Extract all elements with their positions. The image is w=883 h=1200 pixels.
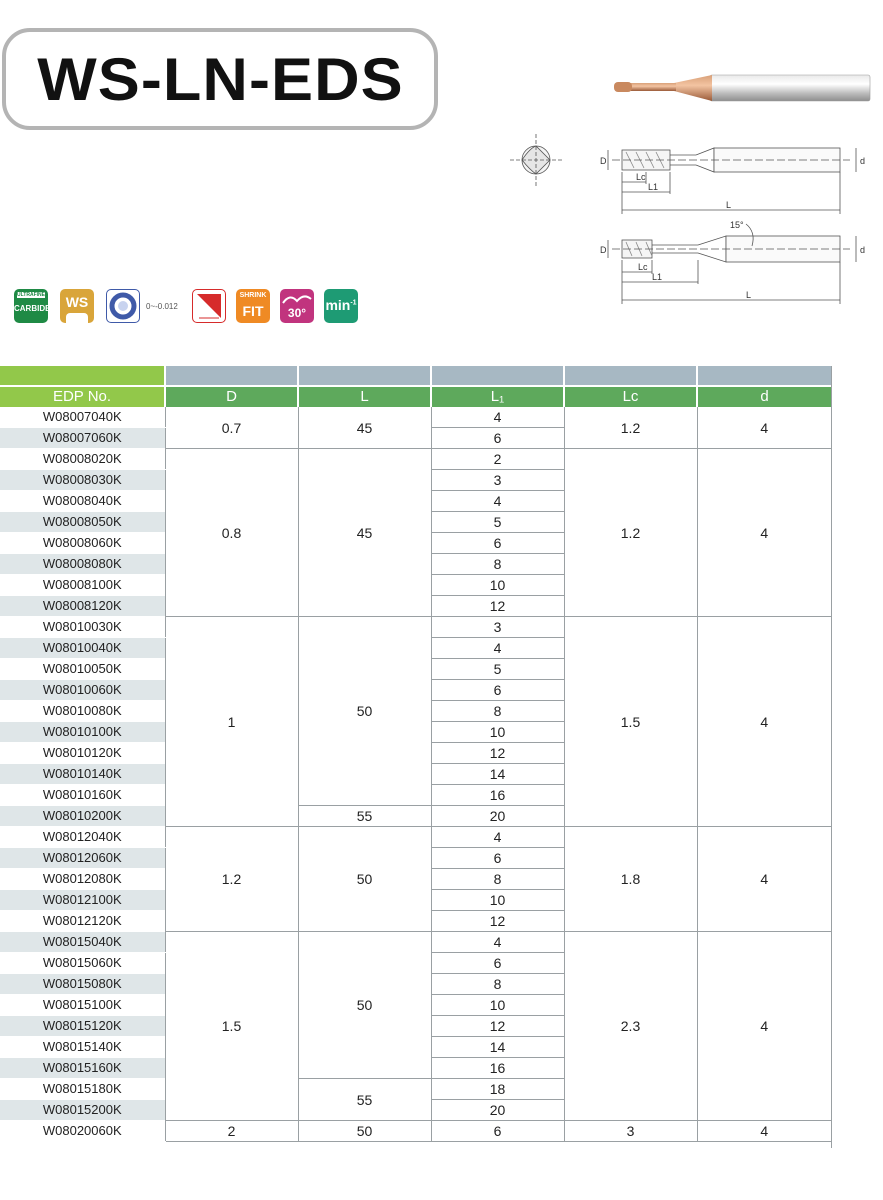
header-row bbox=[0, 386, 831, 407]
dim-L-2: L bbox=[746, 290, 752, 300]
col-header-Lc: Lc bbox=[564, 386, 697, 407]
edp-cell: W08012040K bbox=[0, 827, 165, 848]
edp-cell: W08015100K bbox=[0, 995, 165, 1016]
l1-cell: 8 bbox=[431, 974, 564, 995]
l1-cell: 6 bbox=[431, 680, 564, 701]
dim-Lc-1: Lc bbox=[636, 172, 646, 182]
edp-cell: W08015060K bbox=[0, 953, 165, 974]
edp-cell: W08008120K bbox=[0, 596, 165, 617]
l1-cell: 12 bbox=[431, 596, 564, 617]
edp-cell: W08020060K bbox=[0, 1121, 165, 1142]
edp-cell: W08008060K bbox=[0, 533, 165, 554]
lc-cell: 1.5 bbox=[564, 617, 697, 827]
l1-cell: 8 bbox=[431, 701, 564, 722]
dim-L-1: L bbox=[726, 200, 732, 210]
l1-cell: 5 bbox=[431, 512, 564, 533]
table-row bbox=[0, 827, 831, 848]
col-header-d: d bbox=[697, 386, 831, 407]
l-cell: 50 bbox=[298, 932, 431, 1079]
dim-D-1: D bbox=[600, 156, 607, 166]
dim-L1-1: L1 bbox=[648, 182, 659, 192]
l1-cell: 12 bbox=[431, 743, 564, 764]
d-cell: 4 bbox=[697, 1121, 831, 1142]
edp-cell: W08010060K bbox=[0, 680, 165, 701]
l1-cell: 3 bbox=[431, 470, 564, 491]
table-row bbox=[0, 407, 831, 428]
edp-cell: W08012100K bbox=[0, 890, 165, 911]
edp-cell: W08008100K bbox=[0, 575, 165, 596]
l1-cell: 16 bbox=[431, 1058, 564, 1079]
tolerance-label: 0~-0.012 bbox=[146, 302, 178, 311]
lc-cell: 1.8 bbox=[564, 827, 697, 932]
d-cell: 4 bbox=[697, 407, 831, 449]
col-header-D: D bbox=[165, 386, 298, 407]
l-cell: 50 bbox=[298, 827, 431, 932]
lc-cell: 3 bbox=[564, 1121, 697, 1142]
edp-cell: W08010200K bbox=[0, 806, 165, 827]
col-header-L1: L₁ bbox=[431, 386, 564, 407]
d-cell: 4 bbox=[697, 827, 831, 932]
edp-cell: W08008080K bbox=[0, 554, 165, 575]
table-row bbox=[0, 1121, 831, 1142]
edp-cell: W08010040K bbox=[0, 638, 165, 659]
table-row bbox=[0, 449, 831, 470]
edp-cell: W08015120K bbox=[0, 1016, 165, 1037]
lc-cell: 1.2 bbox=[564, 449, 697, 617]
page-title: WS-LN-EDS bbox=[36, 45, 404, 113]
l1-cell: 4 bbox=[431, 932, 564, 953]
l-cell: 50 bbox=[298, 617, 431, 806]
l1-cell: 6 bbox=[431, 848, 564, 869]
table-row bbox=[0, 932, 831, 953]
l-cell: 50 bbox=[298, 1121, 431, 1142]
edp-cell: W08012120K bbox=[0, 911, 165, 932]
edp-cell: W08015040K bbox=[0, 932, 165, 953]
dim-angle: 15° bbox=[730, 220, 744, 230]
table-body bbox=[0, 407, 831, 1142]
l1-cell: 14 bbox=[431, 1037, 564, 1058]
edp-cell: W08015180K bbox=[0, 1079, 165, 1100]
d-cell: 2 bbox=[165, 1121, 298, 1142]
l-cell: 45 bbox=[298, 449, 431, 617]
spec-table bbox=[0, 366, 831, 1142]
l1-cell: 4 bbox=[431, 827, 564, 848]
col-header-edp: EDP No. bbox=[0, 386, 165, 407]
l1-cell: 6 bbox=[431, 953, 564, 974]
l1-cell: 2 bbox=[431, 449, 564, 470]
lc-cell: 1.2 bbox=[564, 407, 697, 449]
table-right-rule bbox=[831, 366, 832, 1148]
table-row bbox=[0, 617, 831, 638]
lc-cell: 2.3 bbox=[564, 932, 697, 1121]
edp-cell: W08010160K bbox=[0, 785, 165, 806]
edp-cell: W08010080K bbox=[0, 701, 165, 722]
corner-edge-icon bbox=[192, 289, 226, 323]
title-box bbox=[2, 28, 438, 130]
l1-cell: 18 bbox=[431, 1079, 564, 1100]
rpm-icon: $\min^{-1}$ bbox=[324, 289, 358, 323]
d-cell: 0.7 bbox=[165, 407, 298, 449]
edp-cell: W08007040K bbox=[0, 407, 165, 428]
edp-cell: W08015140K bbox=[0, 1037, 165, 1058]
l1-cell: 20 bbox=[431, 806, 564, 827]
shrink-fit-icon: SHRINK FIT bbox=[236, 289, 270, 323]
d-cell: 0.8 bbox=[165, 449, 298, 617]
l1-cell: 10 bbox=[431, 575, 564, 596]
d-cell: 4 bbox=[697, 449, 831, 617]
edp-cell: W08008030K bbox=[0, 470, 165, 491]
l1-cell: 8 bbox=[431, 554, 564, 575]
l1-cell: 3 bbox=[431, 617, 564, 638]
edp-cell: W08007060K bbox=[0, 428, 165, 449]
edp-cell: W08012060K bbox=[0, 848, 165, 869]
l1-cell: 20 bbox=[431, 1100, 564, 1121]
edp-cell: W08010120K bbox=[0, 743, 165, 764]
d-cell: 1.2 bbox=[165, 827, 298, 932]
helix-30-icon: 30° bbox=[280, 289, 314, 323]
l1-cell: 12 bbox=[431, 911, 564, 932]
l1-cell: 6 bbox=[431, 533, 564, 554]
l-cell: 55 bbox=[298, 806, 431, 827]
edp-cell: W08008020K bbox=[0, 449, 165, 470]
edp-cell: W08010050K bbox=[0, 659, 165, 680]
dim-L1-2: L1 bbox=[652, 272, 663, 282]
ws-icon: WS bbox=[60, 289, 94, 323]
l1-cell: 10 bbox=[431, 995, 564, 1016]
l1-cell: 4 bbox=[431, 638, 564, 659]
d-cell: 4 bbox=[697, 932, 831, 1121]
l1-cell: 14 bbox=[431, 764, 564, 785]
dim-d-1: d bbox=[860, 156, 866, 166]
l1-cell: 5 bbox=[431, 659, 564, 680]
edp-cell: W08008040K bbox=[0, 491, 165, 512]
l1-cell: 4 bbox=[431, 407, 564, 428]
tool-photo bbox=[612, 70, 874, 106]
edp-cell: W08015080K bbox=[0, 974, 165, 995]
l1-cell: 10 bbox=[431, 722, 564, 743]
edp-cell: W08015160K bbox=[0, 1058, 165, 1079]
l1-cell: 12 bbox=[431, 1016, 564, 1037]
edp-cell: W08015200K bbox=[0, 1100, 165, 1121]
edp-cell: W08008050K bbox=[0, 512, 165, 533]
edp-cell: W08010030K bbox=[0, 617, 165, 638]
d-cell: 1.5 bbox=[165, 932, 298, 1121]
d-cell: 1 bbox=[165, 617, 298, 827]
l1-cell: 6 bbox=[431, 1121, 564, 1142]
edp-cell: W08010140K bbox=[0, 764, 165, 785]
col-header-L: L bbox=[298, 386, 431, 407]
dim-d-2: d bbox=[860, 245, 866, 255]
tolerance-icon bbox=[106, 289, 140, 323]
edp-cell: W08010100K bbox=[0, 722, 165, 743]
dim-Lc-2: Lc bbox=[638, 262, 648, 272]
l1-cell: 4 bbox=[431, 491, 564, 512]
header-band bbox=[0, 366, 831, 386]
technical-drawing bbox=[500, 128, 880, 308]
l1-cell: 8 bbox=[431, 869, 564, 890]
l1-cell: 6 bbox=[431, 428, 564, 449]
l1-cell: 10 bbox=[431, 890, 564, 911]
l1-cell: 16 bbox=[431, 785, 564, 806]
d-cell: 4 bbox=[697, 617, 831, 827]
l-cell: 55 bbox=[298, 1079, 431, 1121]
dim-D-2: D bbox=[600, 245, 607, 255]
ultrafine-carbide-icon: ULTRAFINE CARBIDE bbox=[14, 289, 48, 323]
edp-cell: W08012080K bbox=[0, 869, 165, 890]
l-cell: 45 bbox=[298, 407, 431, 449]
